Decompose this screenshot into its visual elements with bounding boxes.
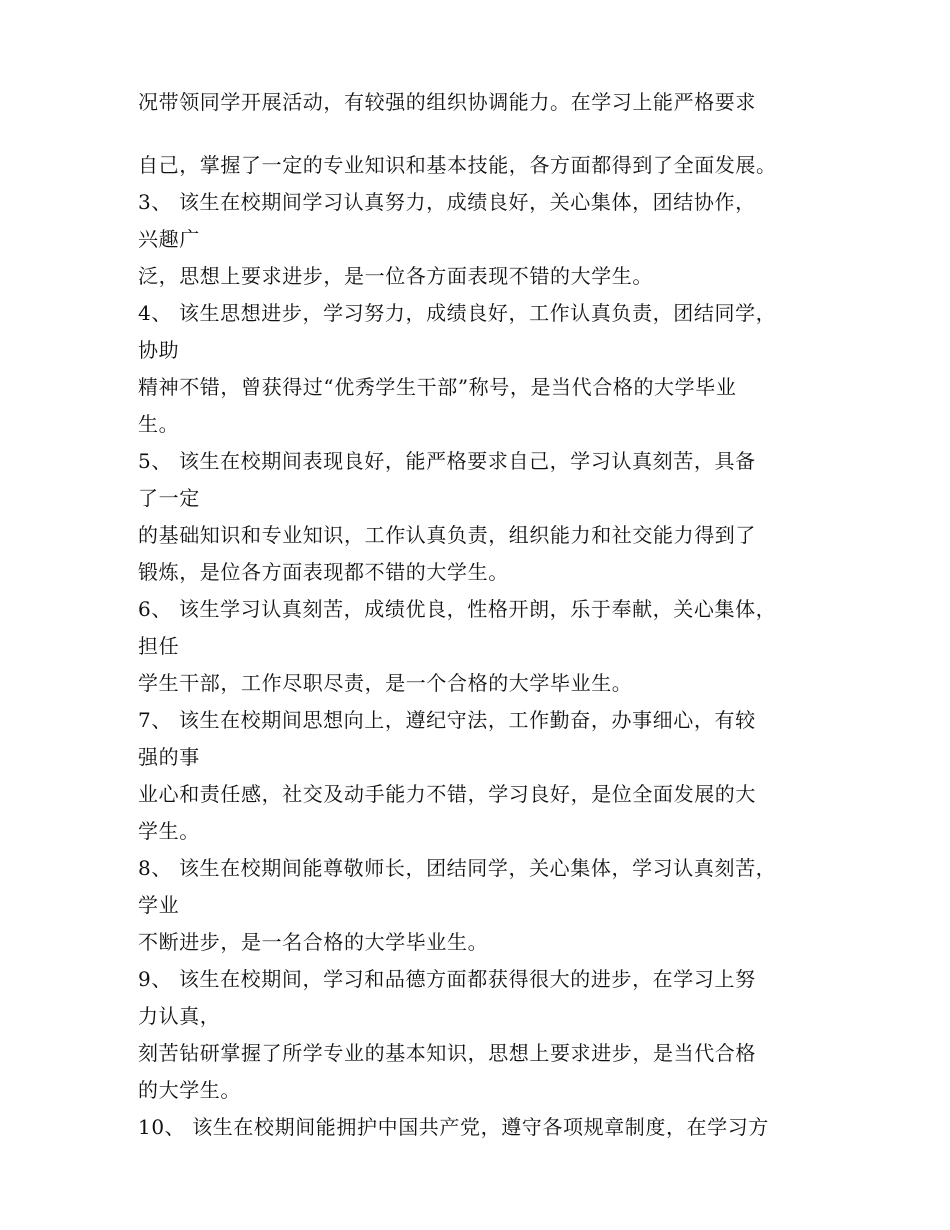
text-line: 强的事 <box>138 745 200 769</box>
text-line: 的基础知识和专业知识，工作认真负责，组织能力和社交能力得到了 <box>138 523 756 547</box>
text-line: 自己，掌握了一定的专业知识和基本技能，各方面都得到了全面发展。 <box>138 153 777 177</box>
text-line: 9、 该生在校期间，学习和品德方面都获得很大的进步，在学习上努 <box>138 967 756 991</box>
text-line: 8、 该生在校期间能尊敬师长，团结同学，关心集体，学习认真刻苦， <box>138 856 777 880</box>
text-line: 3、 该生在校期间学习认真努力，成绩良好，关心集体，团结协作， <box>138 190 756 214</box>
text-line: 刻苦钻研掌握了所学专业的基本知识，思想上要求进步，是当代合格 <box>138 1041 756 1065</box>
text-line: 的大学生。 <box>138 1078 241 1102</box>
text-line: 4、 该生思想进步，学习努力，成绩良好，工作认真负责，团结同学， <box>138 301 777 325</box>
text-line: 10、 该生在校期间能拥护中国共产党，遵守各项规章制度，在学习方 <box>138 1115 770 1139</box>
text-line: 锻炼，是位各方面表现都不错的大学生。 <box>138 560 509 584</box>
text-line: 精神不错，曾获得过“优秀学生干部”称号，是当代合格的大学毕业 <box>138 375 737 399</box>
text-line: 5、 该生在校期间表现良好，能严格要求自己，学习认真刻苦，具备 <box>138 449 756 473</box>
text-line: 况带领同学开展活动，有较强的组织协调能力。在学习上能严格要求 <box>138 90 756 114</box>
text-line: 了一定 <box>138 486 200 510</box>
text-line: 学业 <box>138 893 180 917</box>
text-line: 力认真， <box>138 1004 221 1028</box>
text-line: 担任 <box>138 634 180 658</box>
text-line: 学生干部，工作尽职尽责，是一个合格的大学毕业生。 <box>138 671 633 695</box>
text-line: 兴趣广 <box>138 227 200 251</box>
text-line: 协助 <box>138 338 180 362</box>
text-line: 业心和责任感，社交及动手能力不错，学习良好，是位全面发展的大 <box>138 782 756 806</box>
text-line: 泛，思想上要求进步，是一位各方面表现不错的大学生。 <box>138 264 653 288</box>
text-line: 学生。 <box>138 819 200 843</box>
text-line: 生。 <box>138 412 180 436</box>
text-line: 7、 该生在校期间思想向上，遵纪守法，工作勤奋，办事细心，有较 <box>138 708 756 732</box>
text-line: 6、 该生学习认真刻苦，成绩优良，性格开朗，乐于奉献，关心集体， <box>138 597 777 621</box>
text-line: 不断进步，是一名合格的大学毕业生。 <box>138 930 489 954</box>
